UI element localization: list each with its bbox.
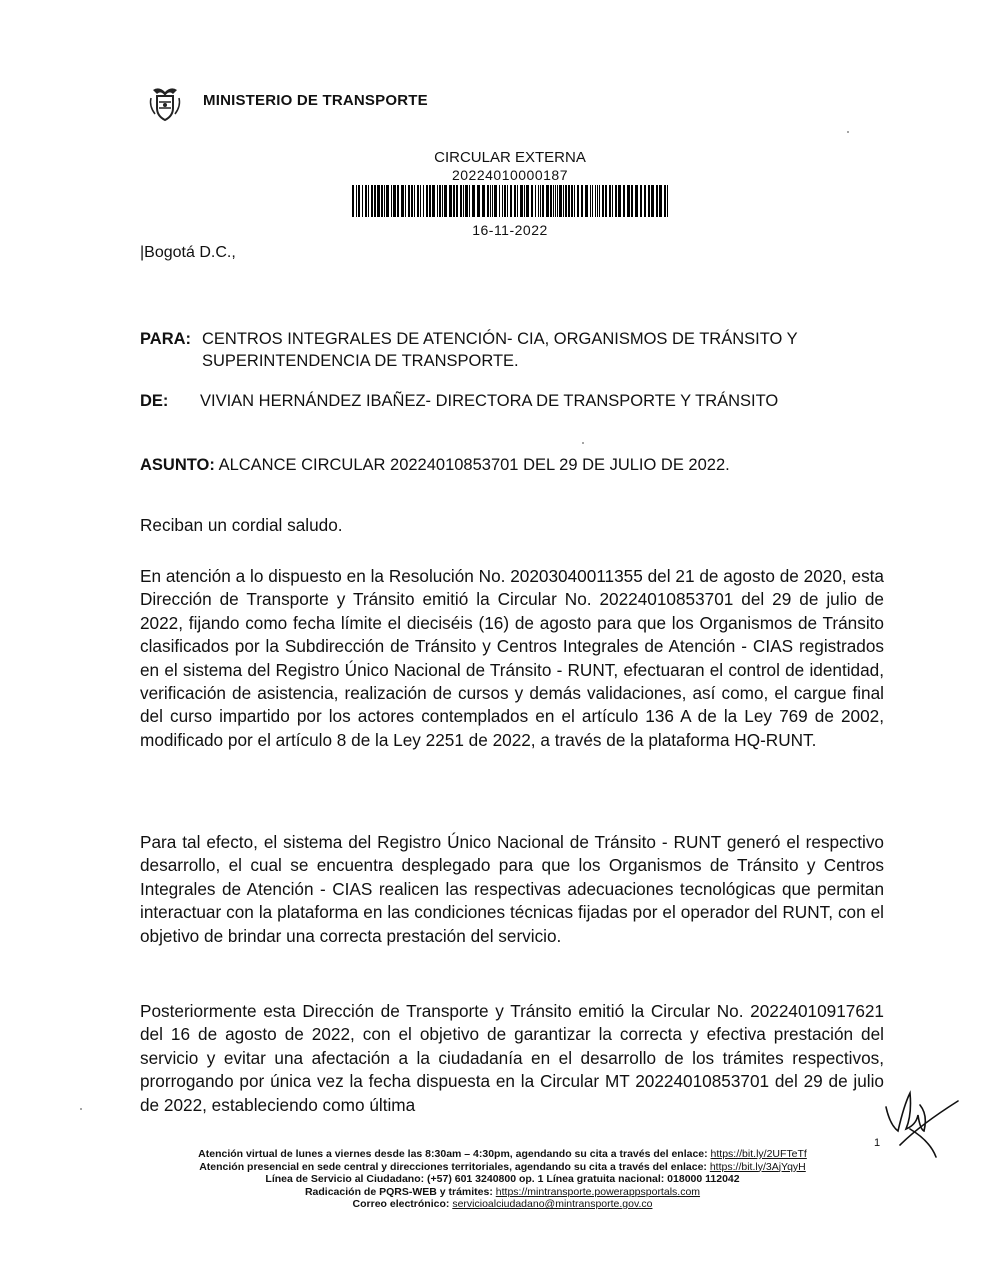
barcode-bar: [557, 185, 558, 217]
barcode-bar: [592, 185, 593, 217]
recipient-line-2: SUPERINTENDENCIA DE TRANSPORTE.: [202, 352, 519, 370]
footer-pqrs-text: Radicación de PQRS-WEB y trámites:: [304, 1185, 496, 1198]
subject-label: ASUNTO:: [140, 456, 215, 474]
barcode-bar: [362, 185, 363, 217]
barcode-bar: [563, 185, 564, 217]
barcode-bar: [531, 185, 533, 217]
barcode-bar: [414, 185, 415, 217]
barcode-bar: [442, 185, 443, 217]
body-paragraph-3: Posteriormente esta Dirección de Transporte y Tránsito emitió la Circular No. 20224010917621 del 16 de agosto de 2022, con el objetivo de garantizar la correcta y efectiva prestación del servicio y evitar una afectación a la ciudadanía en el desarrollo de los trámites respectivos, prorrogando por única vez la fecha dispuesta en la Circular MT 20224010853701 del 29 de julio de 2022, estableciendo como última: [140, 1001, 884, 1115]
footer-pqrs-link[interactable]: https://mintransporte.powerappsportals.com: [495, 1185, 701, 1198]
subject-text: ALCANCE CIRCULAR 20224010853701 DEL 29 DE JULIO DE 2022.: [218, 456, 730, 474]
ministry-name: MINISTERIO DE TRANSPORTE: [203, 92, 428, 109]
footer-line-email: [140, 1198, 865, 1211]
footer-contact: [140, 1148, 865, 1211]
footer-line-virtual: [140, 1148, 865, 1161]
barcode-bar: [499, 185, 500, 217]
scan-speck: [582, 442, 584, 444]
barcode-bar: [429, 185, 431, 217]
barcode-bar: [546, 185, 549, 217]
barcode-bar: [494, 185, 497, 217]
barcode-bar: [502, 185, 503, 217]
barcode-bar: [631, 185, 633, 217]
barcode-bar: [408, 185, 410, 217]
footer-line-phone: Línea de Servicio al Ciudadano: (+57) 601 3240800 op. 1 Línea gratuita nacional: 018000 112042: [265, 1173, 740, 1185]
barcode-bar: [401, 185, 404, 217]
circular-title: CIRCULAR EXTERNA: [434, 149, 586, 166]
circular-number: 20224010000187: [451, 167, 568, 183]
barcode-bar: [640, 185, 642, 217]
barcode-bar: [449, 185, 452, 217]
barcode-bar: [568, 185, 570, 217]
barcode-bar: [411, 185, 413, 217]
signature-initials: [880, 1085, 960, 1165]
barcode-bar: [420, 185, 421, 217]
recipient-label: PARA:: [140, 330, 192, 348]
barcode-bar: [393, 185, 396, 217]
barcode-bar: [426, 185, 428, 217]
barcode-bar: [585, 185, 588, 217]
barcode-bar: [386, 185, 389, 217]
barcode-bar: [627, 185, 630, 217]
barcode-bar: [615, 185, 617, 217]
barcode-bar: [659, 185, 662, 217]
barcode-bar: [609, 185, 611, 217]
recipient-line-1: CENTROS INTEGRALES DE ATENCIÓN- CIA, ORGANISMOS DE TRÁNSITO Y: [202, 330, 798, 348]
barcode-bar: [635, 185, 638, 217]
barcode-bar: [590, 185, 591, 217]
sender-text: VIVIAN HERNÁNDEZ IBAÑEZ- DIRECTORA DE TRANSPORTE Y TRÁNSITO: [200, 392, 779, 410]
barcode-bar: [482, 185, 485, 217]
body-paragraph-1: En atención a lo dispuesto en la Resolución No. 20203040011355 del 21 de agosto de 2020, esta Dirección de Transporte y Tránsito emitió la Circular No. 20224010853701 del 29 de julio de 2022, fijando como fecha límite el dieciséis (16) de agosto para que los Organismos de Tránsito clasificados por la Subdirección de Tránsito y Centros Integrales de Atención - CIAS registrados en el sistema del Registro Único Nacional de Tránsito - RUNT, efectuaran el control de identidad, verificación de asistencia, realización de cursos y demás validaciones, así como, el cargue final del curso impartido por los actores contemplados en el artículo 136 A de la Ley 769 de 2002, modificado por el artículo 8 de la Ley 2251 de 2022, a través de la plataforma HQ-RUNT.: [140, 566, 884, 750]
barcode-bar: [581, 185, 583, 217]
barcode-bar: [381, 185, 383, 217]
barcode-bar: [472, 185, 475, 217]
barcode: [352, 185, 668, 217]
barcode-bar: [574, 185, 575, 217]
barcode-bar: [553, 185, 554, 217]
barcode-bar: [667, 185, 668, 217]
barcode-bar: [469, 185, 470, 217]
barcode-bar: [437, 185, 438, 217]
barcode-bar: [356, 185, 357, 217]
barcode-bar: [595, 185, 596, 217]
barcode-bar: [618, 185, 621, 217]
barcode-bar: [384, 185, 385, 217]
barcode-bar: [432, 185, 435, 217]
barcode-bar: [456, 185, 458, 217]
barcode-bar: [374, 185, 376, 217]
place-line: |Bogotá D.C.,: [140, 244, 236, 261]
barcode-bar: [540, 185, 541, 217]
barcode-bar: [358, 185, 360, 217]
footer-line-presencial: [140, 1161, 865, 1174]
barcode-bar: [612, 185, 613, 217]
barcode-bar: [490, 185, 491, 217]
barcode-bar: [656, 185, 658, 217]
barcode-bar: [535, 185, 536, 217]
footer-presencial-link[interactable]: https://bit.ly/3AjYqyH: [709, 1160, 806, 1173]
barcode-bar: [391, 185, 392, 217]
barcode-bar: [664, 185, 666, 217]
barcode-bar: [599, 185, 600, 217]
subject-block: [140, 454, 730, 476]
barcode-bar: [492, 185, 493, 217]
footer-virtual-link[interactable]: https://bit.ly/2UFTeTf: [710, 1148, 807, 1160]
barcode-bar: [507, 185, 508, 217]
barcode-bar: [651, 185, 654, 217]
barcode-bar: [644, 185, 646, 217]
barcode-bar: [623, 185, 625, 217]
body-paragraph-2: Para tal efecto, el sistema del Registro Único Nacional de Tránsito - RUNT generó el respectivo desarrollo, el cual se encuentra desplegado para que los Organismos de Tránsito y Centros Integrales de Atención - CIAS realicen las respectivas adecuaciones tecnológicas que permitan interactuar con la plataforma en las condiciones técnicas fijadas por el operador del RUNT, con el objetivo de brindar una correcta prestación del servicio.: [140, 832, 884, 946]
barcode-bar: [559, 185, 562, 217]
page-number: 1: [874, 1137, 881, 1149]
circular-date: 16-11-2022: [472, 222, 548, 238]
barcode-bar: [555, 185, 556, 217]
barcode-bar: [602, 185, 604, 217]
barcode-bar: [565, 185, 567, 217]
barcode-bar: [514, 185, 516, 217]
barcode-bar: [423, 185, 424, 217]
barcode-bar: [517, 185, 518, 217]
barcode-bar: [577, 185, 579, 217]
barcode-bar: [542, 185, 544, 217]
barcode-bar: [524, 185, 525, 217]
footer-email-text: Correo electrónico:: [352, 1198, 453, 1210]
barcode-bar: [377, 185, 380, 217]
sender-label: DE:: [140, 392, 169, 410]
barcode-bar: [538, 185, 539, 217]
sender-block: [140, 390, 778, 412]
barcode-bar: [405, 185, 406, 217]
barcode-bar: [510, 185, 512, 217]
barcode-bar: [444, 185, 447, 217]
barcode-bar: [371, 185, 373, 217]
barcode-bar: [477, 185, 480, 217]
greeting: Reciban un cordial saludo.: [140, 515, 343, 535]
footer-email-link[interactable]: servicioalciudadano@mintransporte.gov.co: [452, 1198, 653, 1210]
footer-line-pqrs: [140, 1186, 865, 1199]
barcode-bar: [504, 185, 506, 217]
barcode-bar: [605, 185, 607, 217]
scan-speck: [847, 131, 849, 133]
barcode-bar: [417, 185, 419, 217]
coat-of-arms-logo: [145, 84, 185, 124]
recipient-block: [140, 328, 870, 372]
barcode-bar: [550, 185, 552, 217]
barcode-bar: [465, 185, 468, 217]
barcode-bar: [487, 185, 489, 217]
barcode-bar: [397, 185, 399, 217]
barcode-bar: [463, 185, 464, 217]
barcode-bar: [520, 185, 523, 217]
barcode-bar: [648, 185, 650, 217]
footer-virtual-text: Atención virtual de lunes a viernes desde las 8:30am – 4:30pm, agendando su cita a través del enlace:: [198, 1148, 711, 1160]
footer-presencial-text: Atención presencial en sede central y direcciones territoriales, agendando su cita a través del enlace:: [199, 1160, 710, 1173]
barcode-bar: [352, 185, 354, 217]
barcode-bar: [453, 185, 455, 217]
barcode-bar: [597, 185, 598, 217]
barcode-bar: [571, 185, 573, 217]
barcode-bar: [460, 185, 462, 217]
scan-speck: [80, 1108, 82, 1110]
barcode-bar: [368, 185, 369, 217]
barcode-bar: [365, 185, 367, 217]
barcode-bar: [526, 185, 529, 217]
barcode-bar: [439, 185, 441, 217]
